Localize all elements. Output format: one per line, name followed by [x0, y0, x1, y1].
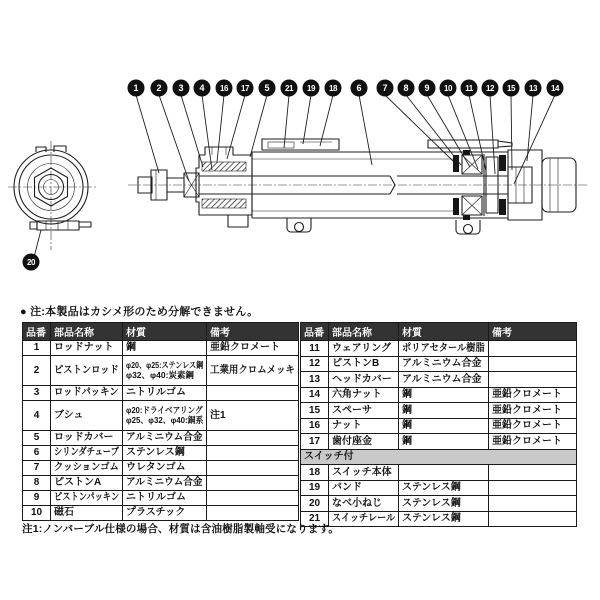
- remark-cell: [489, 372, 577, 388]
- parts-table-left: [22, 322, 299, 521]
- remark-cell: [207, 461, 299, 476]
- svg-text:4: 4: [199, 83, 205, 94]
- remark-cell: [207, 446, 299, 461]
- remark-cell: 亜鉛クロメート: [489, 418, 577, 434]
- material-cell: 鋼: [399, 418, 489, 434]
- remark-cell: [207, 491, 299, 506]
- svg-text:17: 17: [241, 84, 249, 94]
- remark-cell: 亜鉛クロメート: [207, 341, 299, 356]
- svg-text:3: 3: [178, 83, 184, 94]
- remark-cell: [207, 506, 299, 521]
- part-no-cell: 3: [23, 386, 51, 401]
- part-name-cell: ピストンパッキン: [51, 491, 123, 506]
- material-cell: ステンレス鋼: [123, 446, 207, 461]
- remark-cell: 亜鉛クロメート: [489, 403, 577, 419]
- part-name-cell: ナット: [329, 418, 399, 434]
- part-name-cell: なべ小ねじ: [329, 496, 399, 512]
- part-name-cell: ロッドカバー: [51, 431, 123, 446]
- cylinder-side-view: [128, 139, 588, 234]
- part-no-cell: 13: [301, 372, 329, 388]
- table-row: [23, 446, 299, 461]
- svg-text:19: 19: [307, 84, 315, 94]
- table-row: [301, 387, 577, 403]
- table-row: [301, 480, 577, 496]
- part-no-cell: 7: [23, 461, 51, 476]
- part-no-cell: 6: [23, 446, 51, 461]
- part-no-cell: 2: [23, 356, 51, 386]
- part-no-cell: 12: [301, 356, 329, 372]
- table-row: [23, 386, 299, 401]
- table-row: [23, 341, 299, 356]
- remark-cell: [207, 476, 299, 491]
- svg-text:8: 8: [403, 83, 409, 94]
- part-name-cell: バンド: [329, 480, 399, 496]
- svg-text:7: 7: [382, 83, 388, 94]
- svg-text:1: 1: [133, 83, 139, 94]
- material-cell: ウレタンゴム: [123, 461, 207, 476]
- material-cell: アルミニウム合金: [123, 476, 207, 491]
- switch-section-label: スイッチ付: [301, 449, 577, 465]
- callout-balloon-21: [281, 80, 297, 148]
- material-cell: 鋼: [399, 434, 489, 450]
- svg-text:21: 21: [285, 84, 293, 94]
- part-no-cell: 5: [23, 431, 51, 446]
- part-name-cell: ロッドパッキン: [51, 386, 123, 401]
- material-cell: アルミニウム合金: [123, 431, 207, 446]
- remark-cell: [489, 496, 577, 512]
- material-cell: ポリアセタール樹脂: [399, 341, 489, 357]
- col-header-material: 材質: [123, 323, 207, 341]
- table-row: [301, 403, 577, 419]
- svg-text:20: 20: [27, 258, 35, 268]
- svg-text:5: 5: [264, 83, 270, 94]
- remark-cell: [207, 431, 299, 446]
- material-cell: ステンレス鋼: [399, 480, 489, 496]
- part-no-cell: 17: [301, 434, 329, 450]
- table-row: [301, 372, 577, 388]
- part-no-cell: 14: [301, 387, 329, 403]
- remark-cell: 亜鉛クロメート: [489, 387, 577, 403]
- svg-text:18: 18: [329, 84, 337, 94]
- switch-section-row: [301, 449, 577, 465]
- callout-balloon-13: [525, 80, 541, 161]
- part-no-cell: 20: [301, 496, 329, 512]
- material-cell: φ20、φ25:ステンレス鋼 φ32、φ40:炭素鋼: [123, 356, 207, 386]
- part-name-cell: ピストンB: [329, 356, 399, 372]
- table-row: [23, 431, 299, 446]
- part-no-cell: 10: [23, 506, 51, 521]
- disassembly-note: ● 注:本製品はカシメ形のため分解できません。: [20, 306, 259, 318]
- table-row: [301, 341, 577, 357]
- remark-cell: [489, 341, 577, 357]
- remark-cell: 工業用クロムメッキ: [207, 356, 299, 386]
- part-name-cell: シリンダチューブ: [51, 446, 123, 461]
- part-name-cell: スイッチレール: [329, 511, 399, 527]
- remark-cell: [489, 511, 577, 527]
- table-row: [301, 418, 577, 434]
- remark-cell: 注1: [207, 401, 299, 431]
- material-cell: 鋼: [399, 387, 489, 403]
- remark-cell: [207, 386, 299, 401]
- table-row: [301, 511, 577, 527]
- part-no-cell: 15: [301, 403, 329, 419]
- svg-text:13: 13: [529, 84, 537, 94]
- table-row: [23, 491, 299, 506]
- part-name-cell: ブシュ: [51, 401, 123, 431]
- col-header-part-name: 部品名称: [51, 323, 123, 341]
- part-name-cell: 歯付座金: [329, 434, 399, 450]
- material-cell: [399, 465, 489, 481]
- table-row: [23, 401, 299, 431]
- footnote-note1: 注1:ノンバーブル仕様の場合、材質は含油樹脂製軸受になります。: [22, 523, 340, 535]
- material-cell: 鋼: [123, 341, 207, 356]
- callout-balloon-18: [320, 80, 341, 146]
- material-cell: アルミニウム合金: [399, 356, 489, 372]
- part-no-cell: 21: [301, 511, 329, 527]
- cylinder-end-view: [8, 141, 96, 250]
- table-row: [301, 356, 577, 372]
- svg-text:16: 16: [220, 84, 228, 94]
- svg-text:9: 9: [424, 83, 430, 94]
- material-cell: ニトリルゴム: [123, 386, 207, 401]
- part-name-cell: ピストンロッド: [51, 356, 123, 386]
- svg-text:12: 12: [486, 84, 494, 94]
- part-name-cell: 六角ナット: [329, 387, 399, 403]
- remark-cell: [489, 465, 577, 481]
- svg-text:14: 14: [551, 84, 559, 94]
- part-name-cell: スペーサ: [329, 403, 399, 419]
- table-row: [23, 356, 299, 386]
- col-header-part-no: 品番: [301, 323, 329, 341]
- part-name-cell: ウェアリング: [329, 341, 399, 357]
- svg-text:6: 6: [356, 83, 362, 94]
- col-header-part-no: 品番: [23, 323, 51, 341]
- col-header-material: 材質: [399, 323, 489, 341]
- material-cell: φ20:ドライベアリング φ25、φ32、φ40:銅系: [123, 401, 207, 431]
- material-cell: プラスチック: [123, 506, 207, 521]
- callout-balloons: [23, 80, 563, 270]
- part-no-cell: 4: [23, 401, 51, 431]
- table-row: [23, 506, 299, 521]
- part-name-cell: スイッチ本体: [329, 465, 399, 481]
- col-header-remark: 備考: [207, 323, 299, 341]
- part-no-cell: 9: [23, 491, 51, 506]
- part-no-cell: 19: [301, 480, 329, 496]
- material-cell: ニトリルゴム: [123, 491, 207, 506]
- svg-text:10: 10: [444, 84, 452, 94]
- svg-text:15: 15: [507, 84, 515, 94]
- part-name-cell: クッションゴム: [51, 461, 123, 476]
- material-cell: ステンレス鋼: [399, 511, 489, 527]
- part-name-cell: ピストンA: [51, 476, 123, 491]
- callout-balloon-14: [514, 80, 563, 184]
- callout-balloon-19: [303, 80, 319, 144]
- table-row: [301, 434, 577, 450]
- part-no-cell: 1: [23, 341, 51, 356]
- part-no-cell: 18: [301, 465, 329, 481]
- remark-cell: 亜鉛クロメート: [489, 434, 577, 450]
- parts-table-right: [300, 322, 577, 527]
- col-header-remark: 備考: [489, 323, 577, 341]
- col-header-part-name: 部品名称: [329, 323, 399, 341]
- table-header-row: [23, 323, 299, 341]
- part-no-cell: 8: [23, 476, 51, 491]
- table-row: [301, 465, 577, 481]
- part-no-cell: 16: [301, 418, 329, 434]
- remark-cell: [489, 480, 577, 496]
- remark-cell: [489, 356, 577, 372]
- table-row: [301, 496, 577, 512]
- table-row: [23, 461, 299, 476]
- svg-text:2: 2: [156, 83, 162, 94]
- table-header-row: [301, 323, 577, 341]
- part-name-cell: ヘッドカバー: [329, 372, 399, 388]
- callout-balloon-20: [23, 230, 41, 270]
- svg-text:11: 11: [465, 84, 473, 94]
- material-cell: ステンレス鋼: [399, 496, 489, 512]
- part-no-cell: 11: [301, 341, 329, 357]
- callout-balloon-4: [194, 80, 212, 170]
- material-cell: アルミニウム合金: [399, 372, 489, 388]
- part-name-cell: 磁石: [51, 506, 123, 521]
- table-row: [23, 476, 299, 491]
- material-cell: 鋼: [399, 403, 489, 419]
- part-name-cell: ロッドナット: [51, 341, 123, 356]
